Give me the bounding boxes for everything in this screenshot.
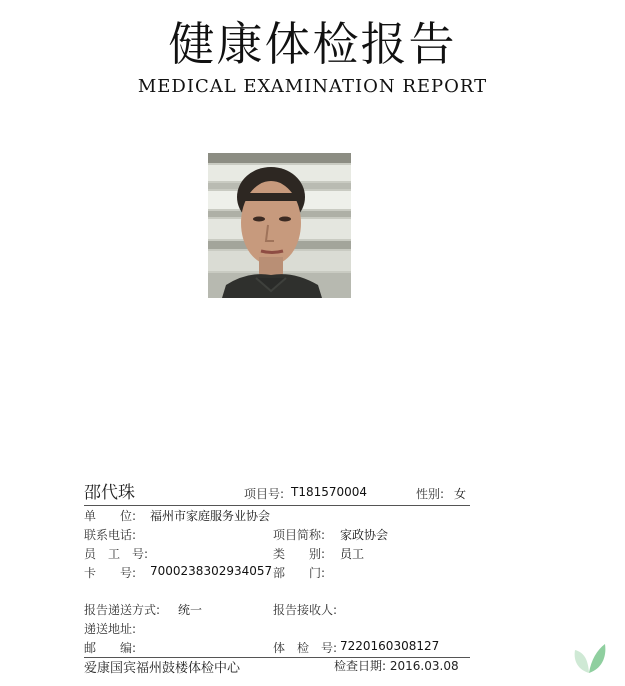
details-block <box>84 507 470 607</box>
exam-date-label: 检查日期: <box>334 659 387 673</box>
name-divider <box>84 505 470 506</box>
exam-no-value: 7220160308127 <box>340 639 440 653</box>
project-abbr-value: 家政协会 <box>340 528 389 542</box>
delivery-label: 报告递送方式: <box>84 603 161 617</box>
dept-label: 部 门: <box>273 566 326 580</box>
exam-no-label: 体 检 号: <box>273 641 338 655</box>
category-label: 类 别: <box>273 547 326 561</box>
portrait-photo <box>208 153 351 298</box>
gender-label: 性别: <box>416 487 445 501</box>
card-value: 7000238302934057 <box>150 564 273 578</box>
exam-center-name: 爱康国宾福州鼓楼体检中心 <box>84 661 241 676</box>
unit-label: 单 位: <box>84 509 137 523</box>
receiver-label: 报告接收人: <box>273 603 338 617</box>
unit-value: 福州市家庭服务业协会 <box>150 509 271 523</box>
gender-value: 女 <box>454 487 467 501</box>
patient-name: 邵代珠 <box>84 483 135 503</box>
phone-label: 联系电话: <box>84 528 137 542</box>
report-title: 健康体检报告 <box>168 17 457 71</box>
card-label: 卡 号: <box>84 566 137 580</box>
report-subtitle: MEDICAL EXAMINATION REPORT <box>137 76 488 97</box>
name-row <box>84 478 470 504</box>
project-number-value: T181570004 <box>291 485 368 499</box>
delivery-block <box>84 601 470 657</box>
portrait-illustration <box>208 153 351 298</box>
project-number-label: 项目号: <box>244 487 285 501</box>
address-label: 递送地址: <box>84 622 137 636</box>
employee-no-label: 员 工 号: <box>84 547 149 561</box>
delivery-value: 统一 <box>178 603 203 617</box>
exam-date <box>334 657 459 674</box>
project-abbr-label: 项目简称: <box>273 528 326 542</box>
category-value: 员工 <box>340 547 365 561</box>
leaf-logo-icon <box>571 640 607 674</box>
exam-date-value: 2016.03.08 <box>389 659 459 673</box>
postcode-label: 邮 编: <box>84 641 137 655</box>
